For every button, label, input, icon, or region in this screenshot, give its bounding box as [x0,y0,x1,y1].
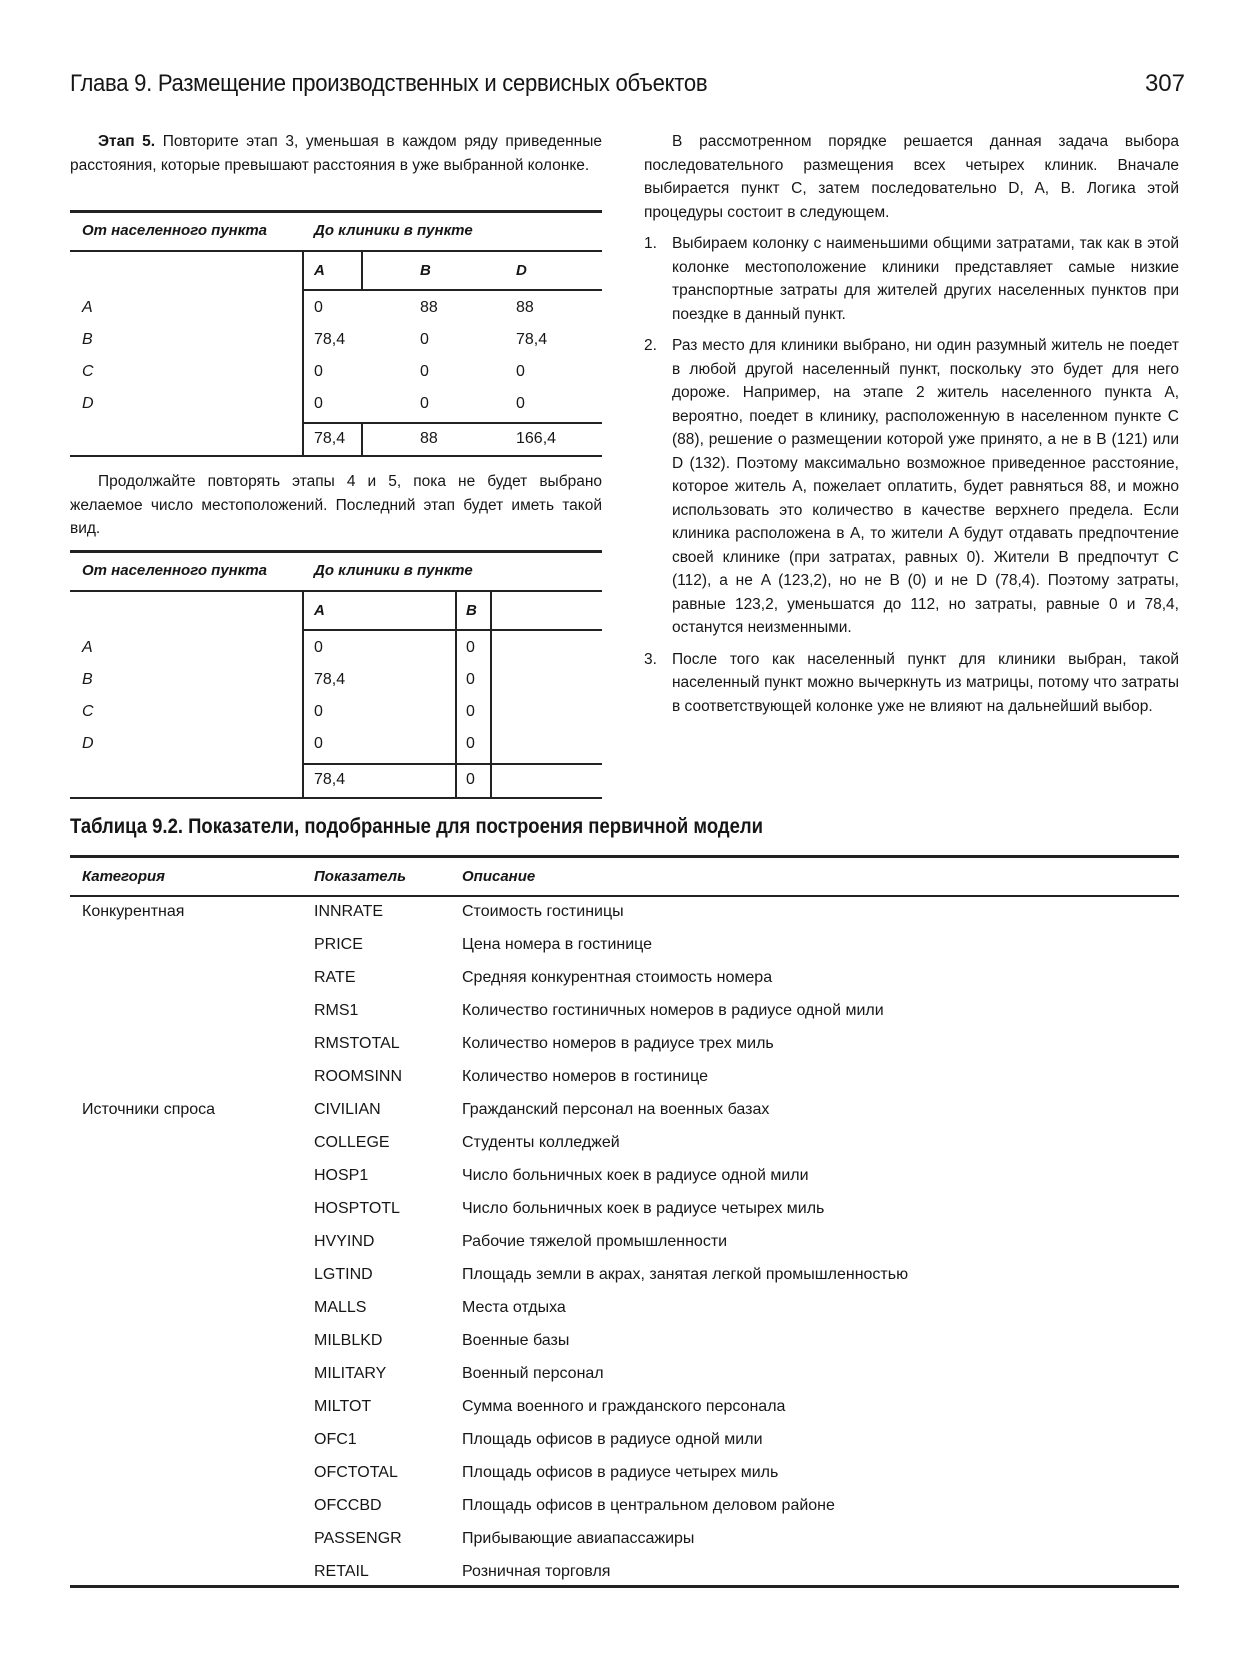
indicator-code-cell: OFCCBD [314,1497,382,1514]
table1-cell: 0 [516,363,525,380]
description-cell: Число больничных коек в радиусе одной мили [462,1167,809,1184]
table1-cell: 0 [314,395,323,412]
description-cell: Количество гостиничных номеров в радиусе одной мили [462,1002,884,1019]
step-text: Раз место для клиники выбрано, ни один разумный житель не поедет в любой другой населенный пункт, поскольку это будет для него дороже. Например, на этапе 2 житель населенного пункта A, вероятно, поедет в клинику, расположенную в населенном пункте C (88), решение о размещении которой уже принято, а не в B (121) или D (132). Поэтому максимально возможное приведенное расстояние, которое житель A, пожелает оплатить, будет равняться 88, и можно использовать это количество в качестве верхнего предела. Если клиника расположена в A, то жители A будут отдавать предпочтение своей клинике (при затратах, равных 0). Жители B предпочтут C (112), а не A (123,2), но не B (0) и не D (78,4). Поэтому затраты, равные 123,2, уменьшатся до 112, но затраты, равные 0 и 78,4, останутся неизменными. [672,337,1179,636]
table1-col-a: A [314,262,325,279]
table1-cell: 88 [420,299,438,316]
step-number: 2. [644,337,657,354]
table1-row-label: D [82,395,94,412]
table-row [0,1200,1246,1233]
table2-cell: 0 [466,671,475,688]
description-cell: Количество номеров в радиусе трех миль [462,1035,774,1052]
indicator-code-cell: RETAIL [314,1563,369,1580]
table2-cell: 0 [466,703,475,720]
table92-header-category: Категория [82,868,165,885]
table2-cell: 0 [466,639,475,656]
description-cell: Военный персонал [462,1365,604,1382]
description-cell: Гражданский персонал на военных базах [462,1101,770,1118]
table1-cell: 78,4 [314,331,346,348]
table-row [0,1332,1246,1365]
indicator-code-cell: PRICE [314,936,363,953]
description-cell: Сумма военного и гражданского персонала [462,1398,786,1415]
table2-cell: 0 [314,703,323,720]
table1-header-from: От населенного пункта [82,222,268,239]
table2-cell: 0 [314,639,323,656]
table-row [0,1530,1246,1563]
table-row [0,1299,1246,1332]
indicator-code-cell: OFC1 [314,1431,357,1448]
table92-title: Таблица 9.2. Показатели, подобранные для построения первичной модели [70,815,763,838]
page-number: 307 [1144,70,1185,97]
table2-col-b: B [466,602,477,619]
table-row [0,1233,1246,1266]
indicator-code-cell: HVYIND [314,1233,375,1250]
table-row [0,1101,1246,1134]
indicator-code-cell: RMS1 [314,1002,359,1019]
table92-header-description: Описание [462,868,536,885]
step5-text: Повторите этап 3, уменьшая в каждом ряду приведенные расстояния, которые превышают расстояния в уже выбранной колонке. [70,133,602,174]
table1-header-to: До клиники в пункте [314,222,473,239]
table-row [0,903,1246,936]
table1-cell: 0 [314,363,323,380]
description-cell: Военные базы [462,1332,570,1349]
indicator-code-cell: MILITARY [314,1365,387,1382]
table2-row-label: C [82,703,94,720]
table2-cell: 78,4 [314,671,346,688]
table-row [0,1464,1246,1497]
table2-row-label: B [82,671,93,688]
step5-label: Этап 5. [98,133,156,150]
table2-header-from: От населенного пункта [82,562,268,579]
table-row [0,1563,1246,1596]
table-row [0,1068,1246,1101]
category-cell: Конкурентная [82,903,185,920]
continue-text: Продолжайте повторять этапы 4 и 5, пока не будет выбрано желаемое число местоположений. Последний этап будет иметь такой вид. [70,473,602,537]
table-row [0,1266,1246,1299]
table-row [0,1398,1246,1431]
table2-col-a: A [314,602,325,619]
table2-row-label: D [82,735,94,752]
category-cell: Источники спроса [82,1101,216,1118]
indicator-code-cell: OFCTOTAL [314,1464,398,1481]
intro-paragraph: В рассмотренном порядке решается данная задача выбора последовательного размещения всех четырех клиник. Вначале выбирается пункт C, затем последовательно D, A, B. Логика этой процедуры состоит в следующем. [644,133,1179,221]
indicator-code-cell: MALLS [314,1299,367,1316]
indicator-code-cell: HOSP1 [314,1167,369,1184]
table2-row-label: A [82,639,93,656]
table2-total: 0 [466,771,475,788]
description-cell: Прибывающие авиапассажиры [462,1530,695,1547]
table1-row-label: C [82,363,94,380]
table1-col-d: D [516,262,527,279]
table-row [0,1035,1246,1068]
indicator-code-cell: RATE [314,969,356,986]
description-cell: Площадь офисов в радиусе одной мили [462,1431,763,1448]
table1-col-b: B [420,262,431,279]
table1-cell: 0 [420,395,429,412]
description-cell: Число больничных коек в радиусе четырех миль [462,1200,825,1217]
table-row [0,936,1246,969]
table-row [0,1002,1246,1035]
indicator-code-cell: COLLEGE [314,1134,390,1151]
description-cell: Средняя конкурентная стоимость номера [462,969,773,986]
description-cell: Студенты колледжей [462,1134,620,1151]
description-cell: Места отдыха [462,1299,566,1316]
step-text: Выбираем колонку с наименьшими общими затратами, так как в этой колонке местоположение клиники представляет самые низкие транспортные затраты для жителей других населенных пунктов при поездке в данный пункт. [672,235,1179,323]
description-cell: Рабочие тяжелой промышленности [462,1233,728,1250]
description-cell: Количество номеров в гостинице [462,1068,708,1085]
table-row [0,1365,1246,1398]
table-row [0,1497,1246,1530]
table92-header-code: Показатель [314,868,406,885]
table2-cell: 0 [314,735,323,752]
table2-total: 78,4 [314,771,346,788]
indicator-code-cell: MILBLKD [314,1332,383,1349]
table1-cell: 0 [420,331,429,348]
indicator-code-cell: PASSENGR [314,1530,402,1547]
step-text: После того как населенный пункт для клиники выбран, такой населенный пункт можно вычеркнуть из матрицы, потому что затраты в соответствующей колонке уже не влияют на дальнейший выбор. [672,650,1179,715]
table2-header-to: До клиники в пункте [314,562,473,579]
description-cell: Розничная торговля [462,1563,611,1580]
indicator-code-cell: CIVILIAN [314,1101,381,1118]
indicator-code-cell: INNRATE [314,903,384,920]
description-cell: Площадь офисов в центральном деловом районе [462,1497,835,1514]
indicator-code-cell: MILTOT [314,1398,372,1415]
step-number: 3. [644,650,657,668]
table1-total: 78,4 [314,430,346,447]
indicator-code-cell: ROOMSINN [314,1068,402,1085]
table1-total: 166,4 [516,430,557,447]
step-number: 1. [644,235,657,252]
table1-row-label: B [82,331,93,348]
indicator-code-cell: RMSTOTAL [314,1035,400,1052]
table1-total: 88 [420,430,438,447]
description-cell: Площадь офисов в радиусе четырех миль [462,1464,779,1481]
table1-cell: 0 [314,299,323,316]
table-row [0,1167,1246,1200]
indicator-code-cell: HOSPTOTL [314,1200,400,1217]
page-header-title: Глава 9. Размещение производственных и сервисных объектов [70,70,708,97]
table2-cell: 0 [466,735,475,752]
indicator-code-cell: LGTIND [314,1266,373,1283]
table1-cell: 0 [420,363,429,380]
description-cell: Цена номера в гостинице [462,936,653,953]
table-row [0,969,1246,1002]
table1-row-label: A [82,299,93,316]
table1-cell: 88 [516,299,534,316]
description-cell: Площадь земли в акрах, занятая легкой промышленностью [462,1266,909,1283]
table1-cell: 0 [516,395,525,412]
description-cell: Стоимость гостиницы [462,903,624,920]
table-row [0,1431,1246,1464]
table1-cell: 78,4 [516,331,548,348]
table-row [0,1134,1246,1167]
